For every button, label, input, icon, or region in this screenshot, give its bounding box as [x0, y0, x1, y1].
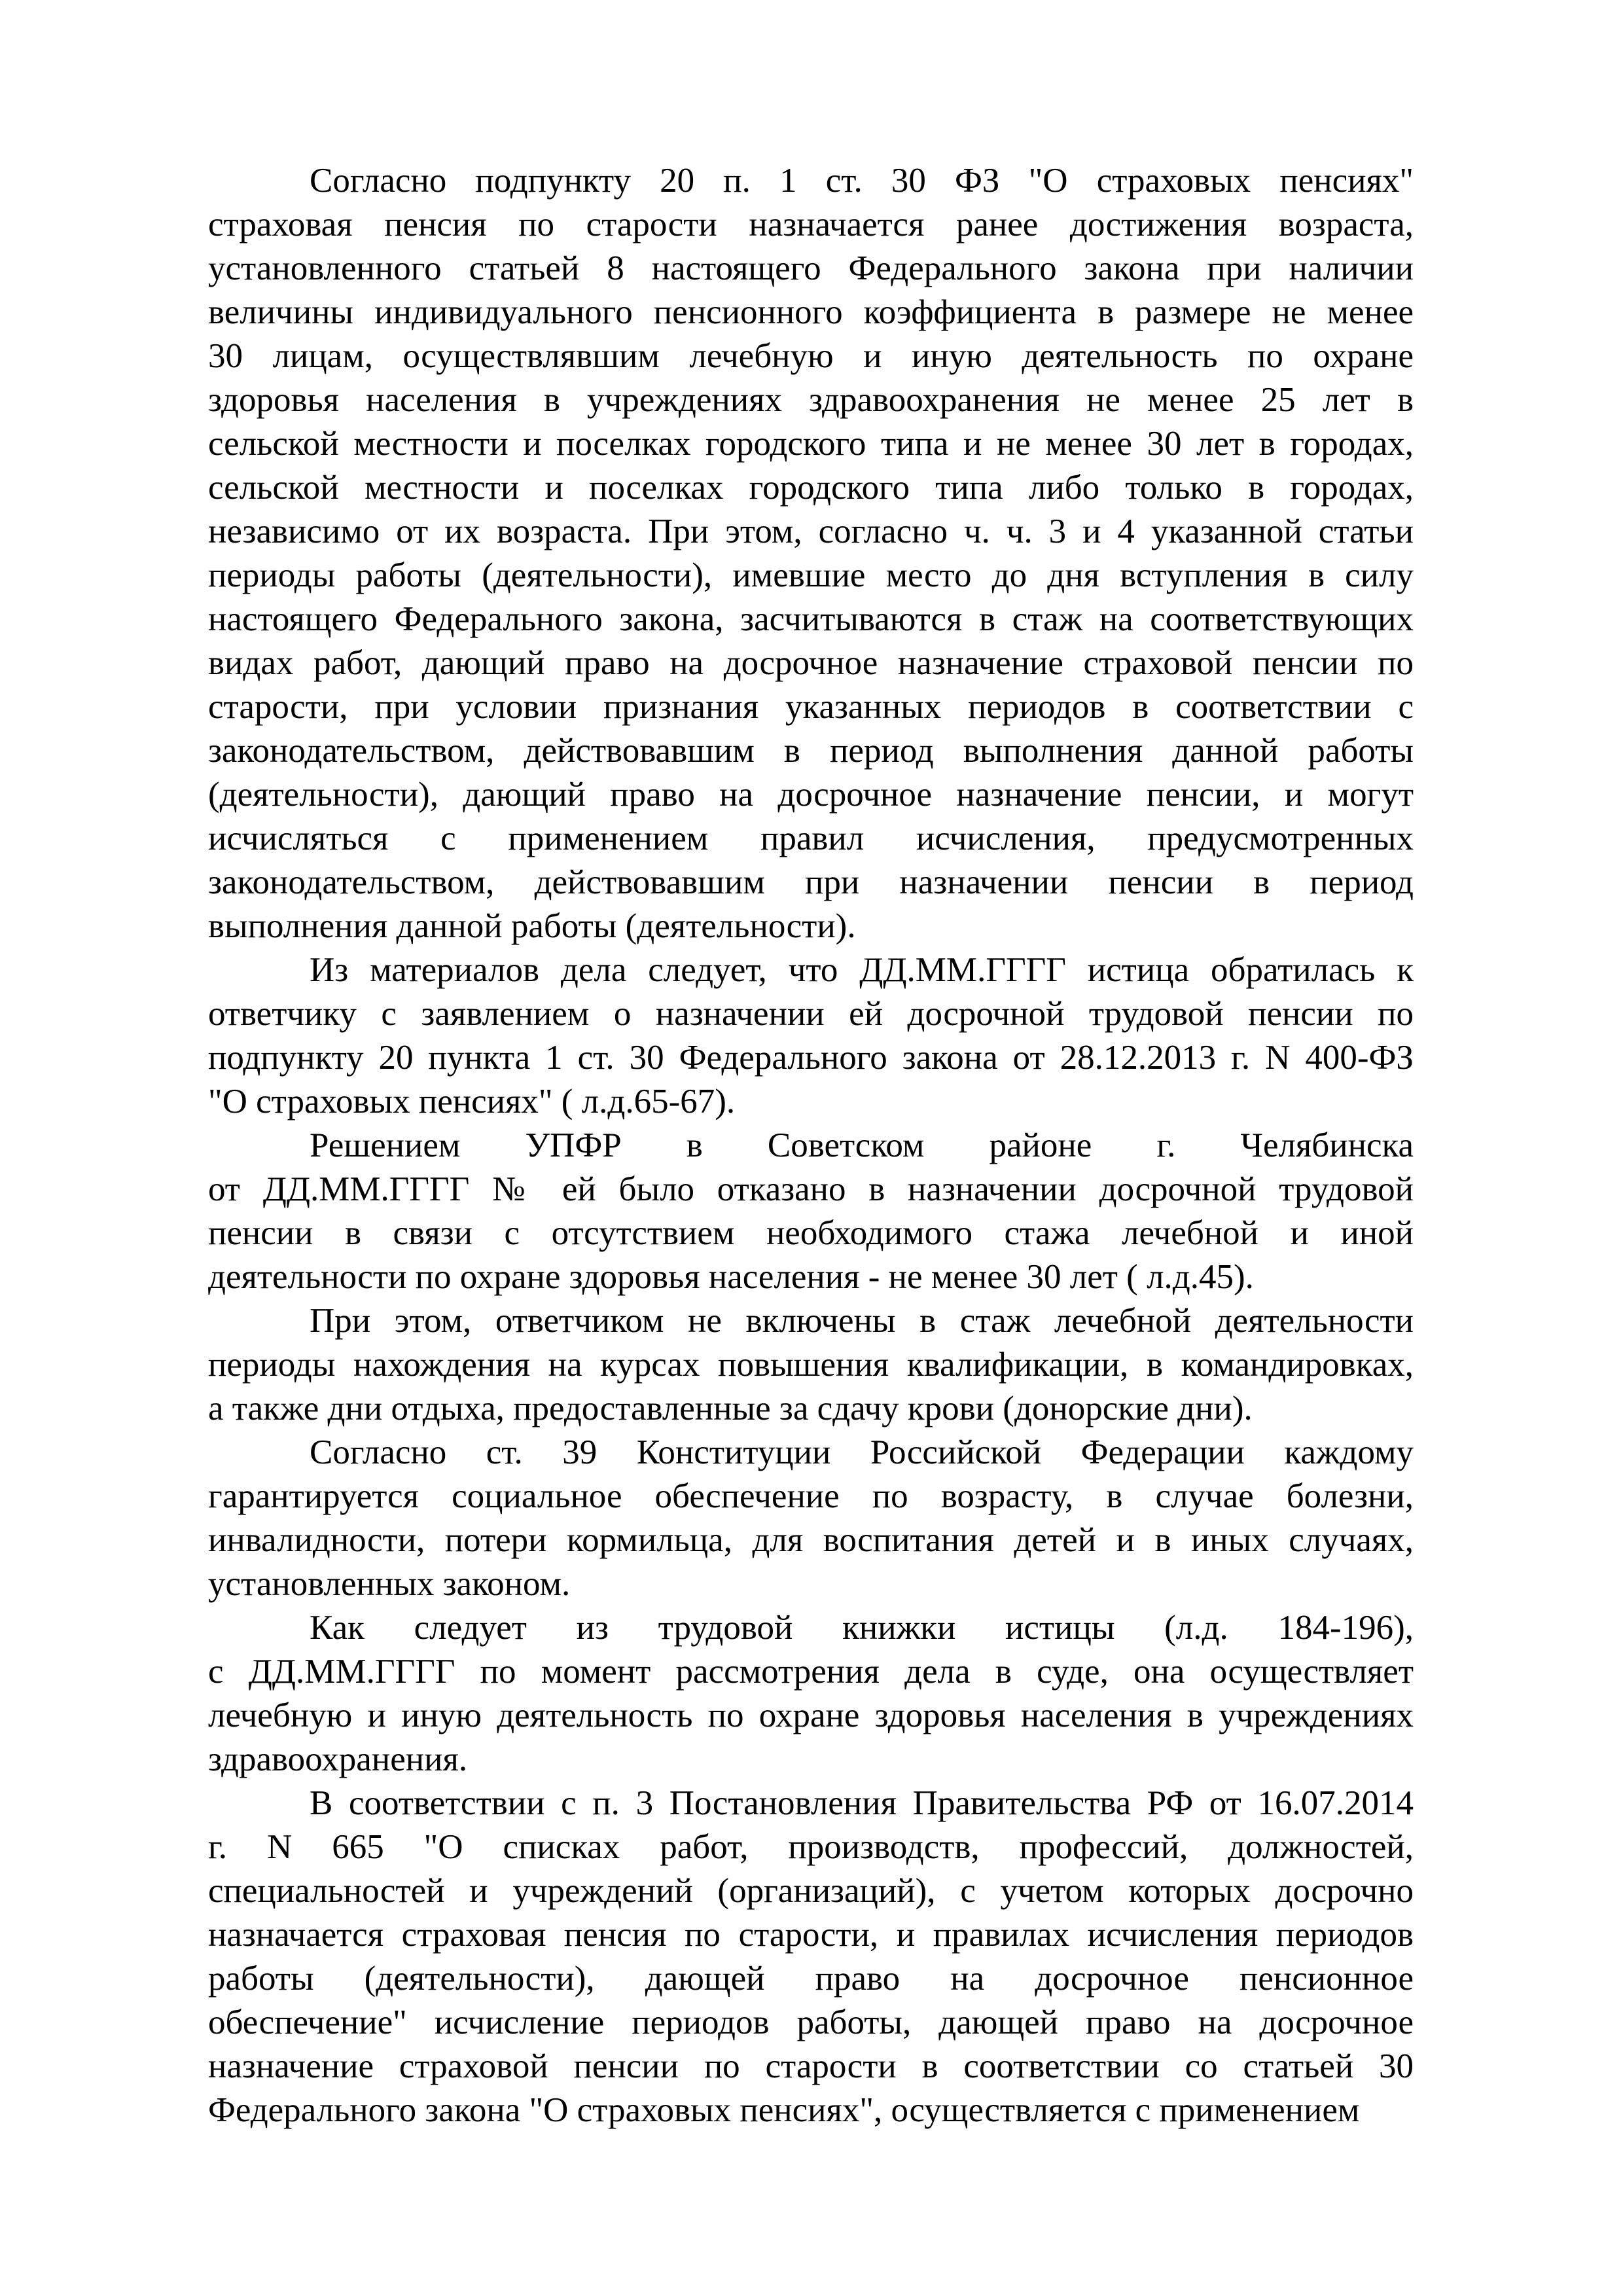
- paragraph-4: [208, 1299, 1414, 1431]
- paragraph-7: [208, 1782, 1414, 2132]
- text-line: величины индивидуального пенсионного коэффициента в размере не менее: [208, 293, 1414, 331]
- text-line: При этом, ответчиком не включены в стаж лечебной деятельности: [310, 1302, 1414, 1340]
- text-line: пенсии в связи с отсутствием необходимого стажа лечебной и иной: [208, 1214, 1414, 1252]
- text-line: назначение страховой пенсии по старости в соответствии со статьей 30: [208, 2047, 1414, 2085]
- text-line: настоящего Федерального закона, засчитываются в стаж на соответствующих: [208, 600, 1414, 638]
- text-line: Решением УПФР в Советском районе г. Челябинска: [310, 1126, 1414, 1164]
- text-line: периоды нахождения на курсах повышения квалификации, в командировках,: [208, 1346, 1414, 1384]
- text-line: Согласно ст. 39 Конституции Российской Федерации каждому: [310, 1433, 1414, 1471]
- text-line: с ДД.ММ.ГГГГ по момент рассмотрения дела в суде, она осуществляет: [208, 1653, 1414, 1691]
- text-line: Согласно подпункту 20 п. 1 ст. 30 ФЗ "О страховых пенсиях": [310, 162, 1414, 200]
- text-line: Федерального закона "О страховых пенсиях", осуществляется с применением: [208, 2091, 1360, 2129]
- text-line: от ДД.ММ.ГГГГ № ей было отказано в назначении досрочной трудовой: [208, 1170, 1414, 1208]
- text-line: (деятельности), дающий право на досрочное назначение пенсии, и могут: [208, 776, 1414, 814]
- text-line: назначается страховая пенсия по старости, и правилах исчисления периодов: [208, 1916, 1414, 1954]
- text-line: работы (деятельности), дающей право на досрочное пенсионное: [208, 1960, 1414, 1998]
- text-line: подпункту 20 пункта 1 ст. 30 Федерального закона от 28.12.2013 г. N 400-ФЗ: [208, 1039, 1414, 1077]
- text-line: законодательством, действовавшим в период выполнения данной работы: [208, 732, 1414, 770]
- text-line: сельской местности и поселках городского типа и не менее 30 лет в городах,: [208, 425, 1414, 463]
- text-line: Как следует из трудовой книжки истицы (л.д. 184-196),: [310, 1609, 1414, 1647]
- text-line: 30 лицам, осуществлявшим лечебную и иную деятельность по охране: [208, 337, 1414, 375]
- text-line: установленных законом.: [208, 1565, 571, 1603]
- text-line: здоровья населения в учреждениях здравоохранения не менее 25 лет в: [208, 381, 1414, 419]
- document-text: [208, 159, 1414, 2132]
- text-line: периоды работы (деятельности), имевшие место до дня вступления в силу: [208, 556, 1414, 594]
- text-line: страховая пенсия по старости назначается ранее достижения возраста,: [208, 206, 1414, 243]
- text-line: независимо от их возраста. При этом, согласно ч. ч. 3 и 4 указанной статьи: [208, 512, 1414, 550]
- text-line: Из материалов дела следует, что ДД.ММ.ГГГГ истица обратилась к: [310, 951, 1414, 989]
- text-line: "О страховых пенсиях" ( л.д.65-67).: [208, 1083, 736, 1121]
- text-line: а также дни отдыха, предоставленные за сдачу крови (донорские дни).: [208, 1390, 1253, 1427]
- text-line: видах работ, дающий право на досрочное назначение страховой пенсии по: [208, 644, 1414, 682]
- text-line: инвалидности, потери кормильца, для воспитания детей и в иных случаях,: [208, 1521, 1414, 1559]
- text-line: выполнения данной работы (деятельности).: [208, 907, 856, 945]
- text-line: г. N 665 "О списках работ, производств, профессий, должностей,: [208, 1828, 1414, 1866]
- text-line: лечебную и иную деятельность по охране здоровья населения в учреждениях: [208, 1696, 1414, 1734]
- paragraph-2: [208, 948, 1414, 1124]
- text-line: специальностей и учреждений (организаций), с учетом которых досрочно: [208, 1872, 1414, 1910]
- paragraph-6: [208, 1606, 1414, 1782]
- paragraph-5: [208, 1431, 1414, 1606]
- paragraph-1: [208, 159, 1414, 948]
- text-line: законодательством, действовавшим при назначении пенсии в период: [208, 863, 1414, 901]
- text-line: здравоохранения.: [208, 1740, 468, 1778]
- paragraph-3: [208, 1124, 1414, 1299]
- text-line: деятельности по охране здоровья населения - не менее 30 лет ( л.д.45).: [208, 1258, 1254, 1296]
- text-line: исчисляться с применением правил исчисления, предусмотренных: [208, 819, 1414, 857]
- text-line: гарантируется социальное обеспечение по возрасту, в случае болезни,: [208, 1477, 1414, 1515]
- text-line: старости, при условии признания указанных периодов в соответствии с: [208, 688, 1414, 726]
- text-line: В соответствии с п. 3 Постановления Правительства РФ от 16.07.2014: [310, 1784, 1414, 1822]
- text-line: установленного статьей 8 настоящего Федерального закона при наличии: [208, 249, 1414, 287]
- text-line: ответчику с заявлением о назначении ей досрочной трудовой пенсии по: [208, 995, 1414, 1033]
- text-line: сельской местности и поселках городского типа либо только в городах,: [208, 469, 1414, 507]
- text-line: обеспечение" исчисление периодов работы, дающей право на досрочное: [208, 2003, 1414, 2041]
